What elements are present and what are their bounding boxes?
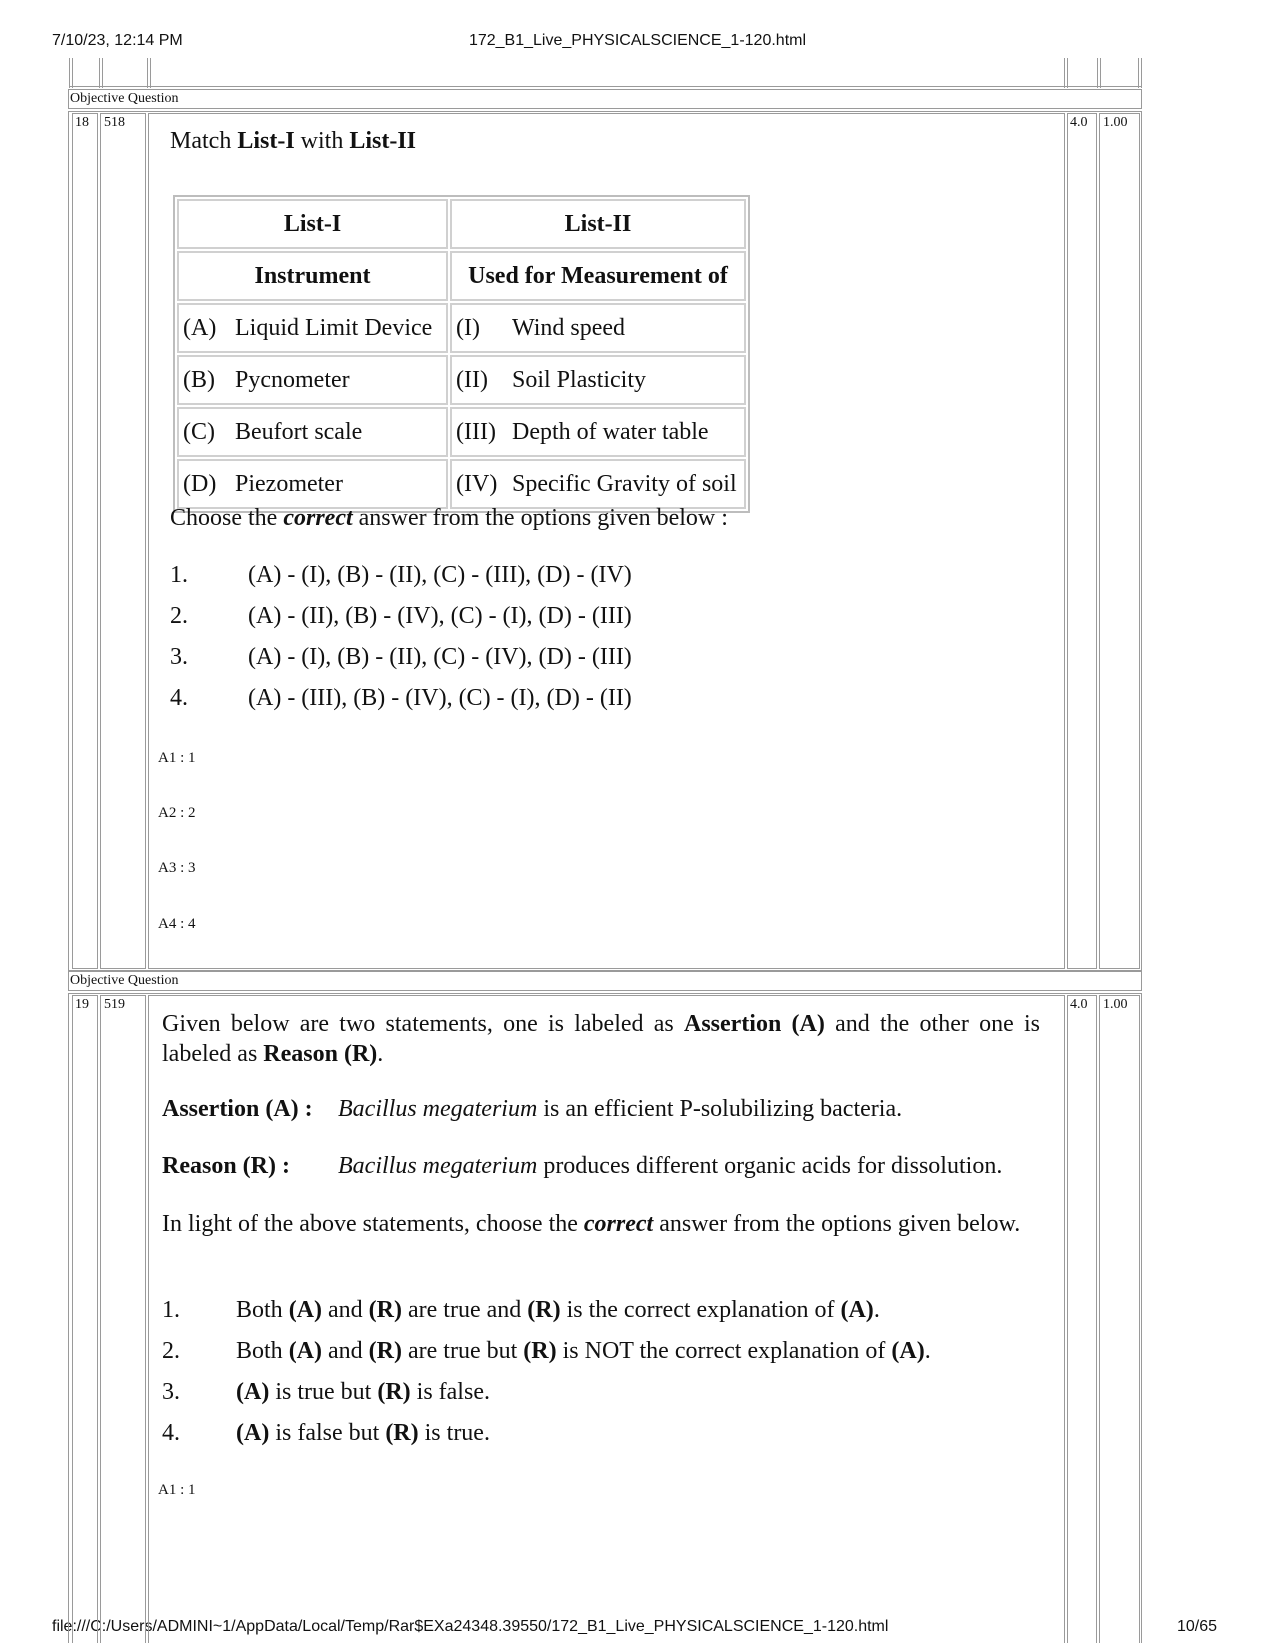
marks-cell	[1067, 995, 1097, 1643]
option-1: 1. (A) - (I), (B) - (II), (C) - (III), (D) - (IV)	[170, 562, 632, 588]
table-cell: (D) Piezometer	[177, 459, 448, 509]
question-intro: Given below are two statements, one is labeled as Assertion (A) and the other one is labeled as Reason (R).	[162, 1011, 1041, 1067]
choose-instruction: Choose the correct answer from the options given below :	[170, 505, 728, 531]
question-type-row	[68, 971, 1142, 991]
question-title: Match List-I with List-II	[170, 128, 417, 154]
serial-cell	[72, 113, 98, 969]
question-type-label: Objective Question	[70, 91, 179, 106]
option-4: 4. (A) - (III), (B) - (IV), (C) - (I), (D) - (II)	[170, 685, 632, 711]
answer-key-3: A3 : 3	[158, 860, 196, 876]
question-id-cell	[100, 995, 146, 1643]
print-page-number: 10/65	[1176, 1618, 1217, 1635]
table-row	[177, 407, 746, 457]
option-1: 1. Both (A) and (R) are true and (R) is the correct explanation of (A).	[162, 1297, 880, 1323]
grid-line	[69, 58, 70, 88]
match-table	[173, 195, 750, 513]
grid-line	[1067, 58, 1068, 88]
print-datetime: 7/10/23, 12:14 PM	[52, 32, 183, 49]
answer-key-2: A2 : 2	[158, 805, 196, 821]
answer-key-1: A1 : 1	[158, 750, 196, 766]
question-serial: 19	[75, 997, 89, 1012]
grid-line	[147, 58, 148, 88]
option-4: 4. (A) is false but (R) is true.	[162, 1420, 490, 1446]
grid-line	[1138, 58, 1139, 88]
table-header-list-2: List-II	[450, 199, 746, 249]
print-filename: 172_B1_Live_PHYSICALSCIENCE_1-120.html	[468, 32, 807, 49]
question-marks: 4.0	[1070, 115, 1088, 130]
table-cell: (III) Depth of water table	[450, 407, 746, 457]
table-cell: (A) Liquid Limit Device	[177, 303, 448, 353]
table-cell: (I) Wind speed	[450, 303, 746, 353]
table-row	[177, 303, 746, 353]
grid-line	[69, 86, 1142, 87]
table-cell: (C) Beufort scale	[177, 407, 448, 457]
grid-line	[1097, 58, 1098, 88]
answer-key-1: A1 : 1	[158, 1482, 196, 1498]
grid-line	[150, 58, 151, 88]
table-cell: (IV) Specific Gravity of soil	[450, 459, 746, 509]
negative-marks-cell	[1099, 113, 1140, 969]
assertion-statement: Assertion (A) : Bacillus megaterium is an efficient P-solubilizing bacteria.	[162, 1096, 903, 1122]
negative-marks-cell	[1099, 995, 1140, 1643]
question-id: 518	[104, 115, 125, 130]
grid-line	[1100, 58, 1101, 88]
grid-line	[1064, 58, 1065, 88]
question-marks: 4.0	[1070, 997, 1088, 1012]
question-type-row	[68, 89, 1142, 109]
grid-line	[102, 58, 103, 88]
light-instruction: In light of the above statements, choose the correct answer from the options given below.	[162, 1211, 1021, 1237]
serial-cell	[72, 995, 98, 1643]
grid-line	[72, 58, 73, 88]
grid-line	[99, 58, 100, 88]
option-2: 2. (A) - (II), (B) - (IV), (C) - (I), (D) - (III)	[170, 603, 632, 629]
question-serial: 18	[75, 115, 89, 130]
question-type-label: Objective Question	[70, 973, 179, 988]
option-2: 2. Both (A) and (R) are true but (R) is NOT the correct explanation of (A).	[162, 1338, 931, 1364]
option-3: 3. (A) - (I), (B) - (II), (C) - (IV), (D) - (III)	[170, 644, 632, 670]
table-cell: (B) Pycnometer	[177, 355, 448, 405]
table-row	[177, 459, 746, 509]
marks-cell	[1067, 113, 1097, 969]
table-cell: (II) Soil Plasticity	[450, 355, 746, 405]
grid-line	[1141, 58, 1142, 88]
question-id-cell	[100, 113, 146, 969]
question-id: 519	[104, 997, 125, 1012]
question-negative-marks: 1.00	[1103, 115, 1128, 130]
table-subheader-measurement: Used for Measurement of	[450, 251, 746, 301]
question-negative-marks: 1.00	[1103, 997, 1128, 1012]
table-row	[177, 355, 746, 405]
answer-key-4: A4 : 4	[158, 916, 196, 932]
reason-statement: Reason (R) : Bacillus megaterium produces different organic acids for dissolution.	[162, 1153, 1003, 1179]
table-subheader-instrument: Instrument	[177, 251, 448, 301]
print-file-path: file:///C:/Users/ADMINI~1/AppData/Local/Temp/Rar$EXa24348.39550/172_B1_Live_PHYSICALSCIENCE_1-120.html	[52, 1618, 889, 1635]
table-header-list-1: List-I	[177, 199, 448, 249]
option-3: 3. (A) is true but (R) is false.	[162, 1379, 490, 1405]
